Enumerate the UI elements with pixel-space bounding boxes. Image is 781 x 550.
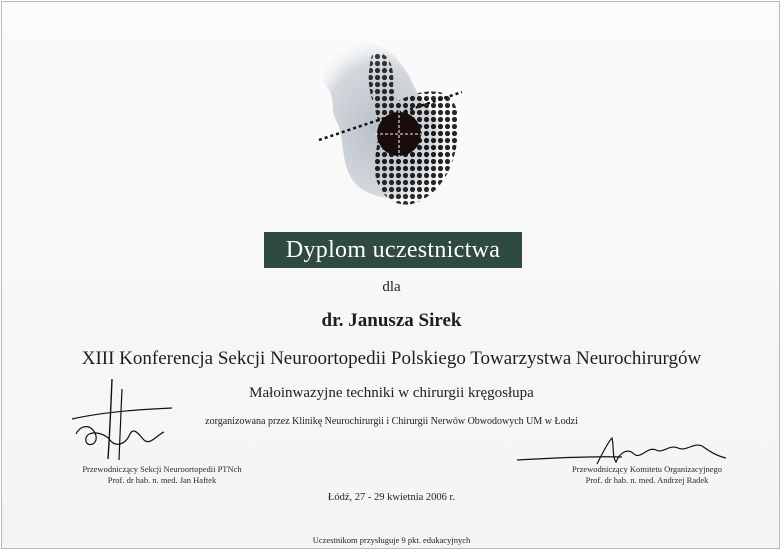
recipient-name: dr. Janusza Sirek <box>321 310 462 331</box>
conference-subtitle: Małoinwazyjne techniki w chirurgii kręgosłupa <box>249 385 534 401</box>
for-label: dla <box>382 279 401 295</box>
left-signatory <box>57 464 267 486</box>
signature-left <box>64 374 184 464</box>
right-signatory <box>542 464 752 486</box>
left-signatory-title: Przewodniczący Sekcji Neuroortopedii PTNch <box>82 464 242 474</box>
education-points-note: Uczestnikom przysługuje 9 pkt. edukacyjnych <box>312 535 471 545</box>
left-signatory-name: Prof. dr hab. n. med. Jan Haftek <box>107 475 217 486</box>
organizer-line: zorganizowana przez Klinikę Neurochirurgii i Chirurgii Nerwów Obwodowych UM w Łodzi <box>205 416 578 427</box>
spine-vertebra-logo <box>297 32 487 214</box>
conference-title: XIII Konferencja Sekcji Neuroortopedii Polskiego Towarzystwa Neurochirurgów <box>81 348 702 369</box>
diploma-sheet <box>1 1 780 549</box>
right-signatory-title: Przewodniczący Komitetu Organizacyjnego <box>572 464 722 474</box>
diploma-title: Dyplom uczestnictwa <box>264 232 522 268</box>
date-place: Łódź, 27 - 29 kwietnia 2006 r. <box>327 492 456 503</box>
right-signatory-name: Prof. dr hab. n. med. Andrzej Radek <box>585 475 709 486</box>
